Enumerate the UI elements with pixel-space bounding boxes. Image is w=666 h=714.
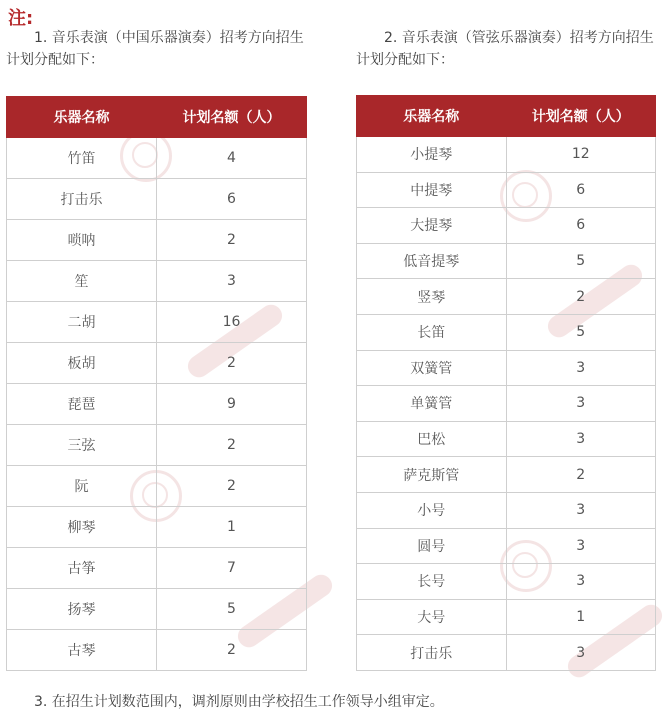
- table-row: [7, 138, 307, 179]
- quota-value: 3: [506, 564, 656, 600]
- instrument-name: 古筝: [7, 548, 157, 589]
- quota-value: 7: [157, 548, 307, 589]
- quota-value: 2: [157, 630, 307, 671]
- instrument-name: 竹笛: [7, 138, 157, 179]
- quota-value: 6: [506, 172, 656, 208]
- instrument-name: 打击乐: [7, 179, 157, 220]
- instrument-name: 笙: [7, 261, 157, 302]
- header-quota: 计划名额（人）: [506, 96, 656, 137]
- instrument-name: 萨克斯管: [357, 457, 507, 493]
- table-row: [357, 279, 656, 315]
- chinese-instruments-quota-table: [6, 96, 307, 671]
- instrument-name: 圆号: [357, 528, 507, 564]
- table-row: [7, 507, 307, 548]
- quota-value: 3: [506, 421, 656, 457]
- quota-value: 3: [506, 350, 656, 386]
- instrument-name: 柳琴: [7, 507, 157, 548]
- instrument-name: 竖琴: [357, 279, 507, 315]
- instrument-name: 大号: [357, 599, 507, 635]
- quota-value: 5: [506, 243, 656, 279]
- table-row: [357, 137, 656, 173]
- instrument-name: 中提琴: [357, 172, 507, 208]
- instrument-name: 单簧管: [357, 386, 507, 422]
- table-row: [7, 589, 307, 630]
- table-row: [357, 314, 656, 350]
- quota-value: 3: [506, 528, 656, 564]
- instrument-name: 唢呐: [7, 220, 157, 261]
- intro-chinese-instruments: 1. 音乐表演（中国乐器演奏）招考方向招生计划分配如下：: [6, 30, 304, 68]
- quota-value: 2: [157, 220, 307, 261]
- instrument-name: 双簧管: [357, 350, 507, 386]
- quota-value: 16: [157, 302, 307, 343]
- instrument-name: 低音提琴: [357, 243, 507, 279]
- table-row: [357, 421, 656, 457]
- quota-value: 2: [157, 343, 307, 384]
- instrument-name: 小提琴: [357, 137, 507, 173]
- quota-value: 1: [157, 507, 307, 548]
- table-row: [7, 425, 307, 466]
- quota-value: 3: [157, 261, 307, 302]
- table-row: [357, 635, 656, 671]
- table-row: [357, 564, 656, 600]
- quota-value: 3: [506, 492, 656, 528]
- quota-value: 1: [506, 599, 656, 635]
- orchestral-instruments-quota-table: [356, 95, 656, 671]
- quota-value: 2: [506, 279, 656, 315]
- instrument-name: 二胡: [7, 302, 157, 343]
- instrument-name: 琵琶: [7, 384, 157, 425]
- table-row: [7, 220, 307, 261]
- table-row: [7, 548, 307, 589]
- instrument-name: 阮: [7, 466, 157, 507]
- header-instrument-name: 乐器名称: [7, 97, 157, 138]
- quota-value: 6: [157, 179, 307, 220]
- header-quota: 计划名额（人）: [157, 97, 307, 138]
- quota-value: 2: [157, 425, 307, 466]
- header-instrument-name: 乐器名称: [357, 96, 507, 137]
- table-row: [357, 172, 656, 208]
- table-row: [357, 457, 656, 493]
- table-row: [357, 386, 656, 422]
- quota-value: 9: [157, 384, 307, 425]
- table-header-row: [357, 96, 656, 137]
- table-row: [7, 630, 307, 671]
- quota-value: 3: [506, 386, 656, 422]
- instrument-name: 长号: [357, 564, 507, 600]
- quota-value: 5: [506, 314, 656, 350]
- table-row: [357, 599, 656, 635]
- table-row: [7, 302, 307, 343]
- table-row: [7, 466, 307, 507]
- quota-value: 12: [506, 137, 656, 173]
- table-row: [7, 343, 307, 384]
- instrument-name: 打击乐: [357, 635, 507, 671]
- table-row: [357, 243, 656, 279]
- footer-note: 3. 在招生计划数范围内，调剂原则由学校招生工作领导小组审定。: [34, 694, 444, 710]
- instrument-name: 扬琴: [7, 589, 157, 630]
- instrument-name: 古琴: [7, 630, 157, 671]
- instrument-name: 大提琴: [357, 208, 507, 244]
- table-row: [7, 179, 307, 220]
- quota-value: 2: [506, 457, 656, 493]
- intro-orchestral-instruments: 2. 音乐表演（管弦乐器演奏）招考方向招生计划分配如下：: [356, 30, 654, 68]
- instrument-name: 小号: [357, 492, 507, 528]
- quota-value: 5: [157, 589, 307, 630]
- table-row: [357, 208, 656, 244]
- table-row: [357, 528, 656, 564]
- instrument-name: 巴松: [357, 421, 507, 457]
- quota-value: 2: [157, 466, 307, 507]
- quota-value: 6: [506, 208, 656, 244]
- table-row: [357, 350, 656, 386]
- instrument-name: 三弦: [7, 425, 157, 466]
- table-row: [7, 384, 307, 425]
- note-label: 注:: [8, 8, 34, 29]
- instrument-name: 长笛: [357, 314, 507, 350]
- quota-value: 4: [157, 138, 307, 179]
- table-row: [357, 492, 656, 528]
- quota-value: 3: [506, 635, 656, 671]
- table-row: [7, 261, 307, 302]
- instrument-name: 板胡: [7, 343, 157, 384]
- table-header-row: [7, 97, 307, 138]
